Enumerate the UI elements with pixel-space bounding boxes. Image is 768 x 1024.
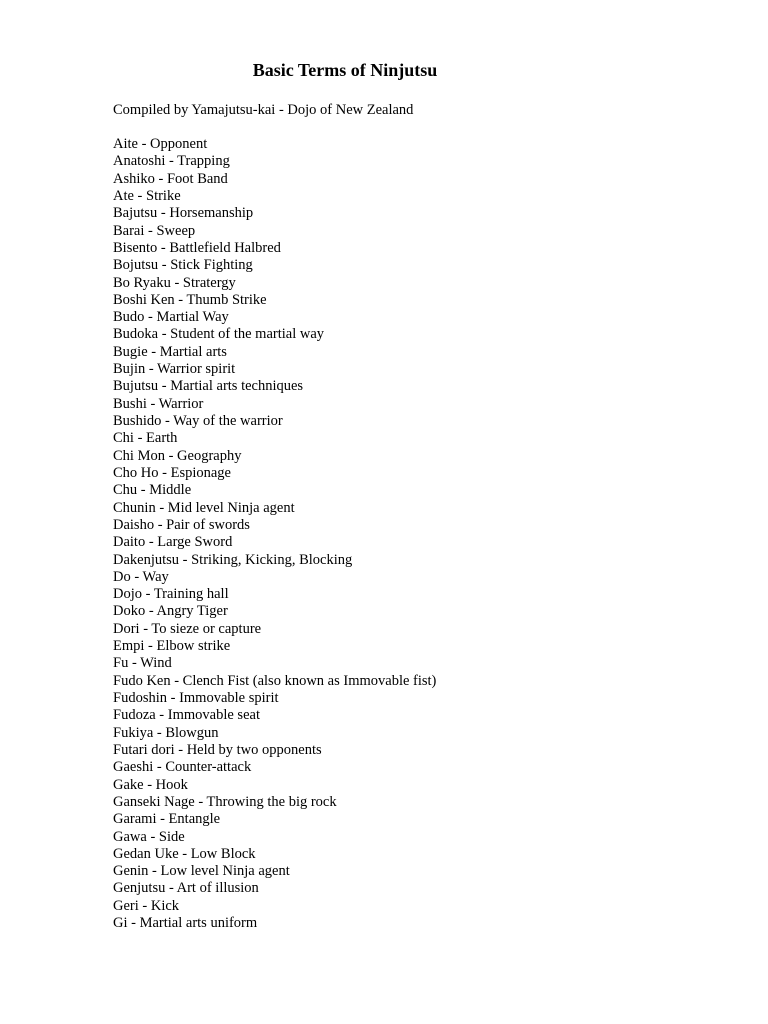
term-item: Bo Ryaku - Stratergy: [113, 274, 236, 291]
term-item: Ashiko - Foot Band: [113, 170, 228, 187]
term-item: Daisho - Pair of swords: [113, 516, 250, 533]
term-item: Ganseki Nage - Throwing the big rock: [113, 793, 337, 810]
term-item: Garami - Entangle: [113, 811, 221, 828]
term-item: Futari dori - Held by two opponents: [113, 741, 322, 758]
term-item: Bojutsu - Stick Fighting: [113, 257, 253, 274]
term-item: Fudoza - Immovable seat: [113, 707, 260, 724]
document-title: Basic Terms of Ninjutsu: [252, 60, 438, 80]
term-item: Geri - Kick: [113, 897, 180, 914]
term-item: Bushi - Warrior: [113, 395, 204, 412]
term-item: Gi - Martial arts uniform: [113, 915, 258, 932]
term-item: Gawa - Side: [113, 828, 185, 845]
term-item: Dori - To sieze or capture: [113, 620, 262, 637]
term-item: Anatoshi - Trapping: [113, 153, 230, 170]
term-item: Fudoshin - Immovable spirit: [113, 690, 279, 706]
term-item: Ate - Strike: [113, 187, 181, 204]
term-item: Bisento - Battlefield Halbred: [113, 239, 281, 256]
term-item: Fudo Ken - Clench Fist (also known as Immovable fist): [113, 672, 437, 689]
term-item: Chunin - Mid level Ninja agent: [113, 499, 295, 516]
term-item: Cho Ho - Espionage: [113, 464, 231, 481]
terms-list: [113, 136, 436, 932]
term-item: Aite - Opponent: [113, 136, 208, 152]
term-item: Bajutsu - Horsemanship: [113, 205, 254, 222]
term-item: Bujin - Warrior spirit: [113, 361, 236, 378]
term-item: Genin - Low level Ninja agent: [113, 863, 290, 880]
term-item: Dojo - Training hall: [113, 586, 229, 603]
term-item: Gaeshi - Counter-attack: [113, 759, 252, 776]
term-item: Budoka - Student of the martial way: [113, 326, 325, 343]
term-item: Barai - Sweep: [113, 222, 196, 239]
term-item: Empi - Elbow strike: [113, 638, 231, 655]
term-item: Fukiya - Blowgun: [113, 724, 219, 741]
term-item: Boshi Ken - Thumb Strike: [113, 291, 267, 308]
term-item: Genjutsu - Art of illusion: [113, 880, 259, 897]
term-item: Chi - Earth: [113, 430, 178, 447]
term-item: Daito - Large Sword: [113, 534, 233, 551]
term-item: Gedan Uke - Low Block: [113, 845, 256, 862]
term-item: Bugie - Martial arts: [113, 343, 227, 360]
term-item: Budo - Martial Way: [113, 309, 229, 326]
term-item: Dakenjutsu - Striking, Kicking, Blocking: [113, 551, 353, 568]
term-item: Chi Mon - Geography: [113, 447, 242, 464]
term-item: Bushido - Way of the warrior: [113, 413, 283, 429]
document-subtitle: Compiled by Yamajutsu-kai - Dojo of New Zealand: [113, 102, 414, 118]
term-item: Gake - Hook: [113, 776, 188, 793]
term-item: Fu - Wind: [113, 655, 172, 672]
term-item: Chu - Middle: [113, 482, 192, 499]
term-item: Do - Way: [113, 568, 169, 585]
term-item: Bujutsu - Martial arts techniques: [113, 378, 304, 395]
term-item: Doko - Angry Tiger: [113, 603, 228, 620]
